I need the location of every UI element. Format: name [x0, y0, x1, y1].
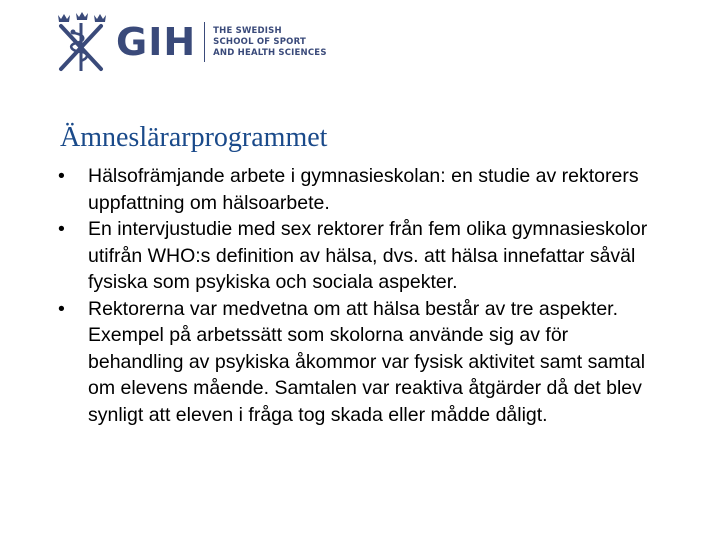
brand-subtitle-line: SCHOOL OF SPORT — [213, 36, 306, 47]
bullet-text: • Hälsofrämjande arbete i gymnasieskolan: en studie av rektorers uppfattning om hälsoarbete. — [88, 165, 639, 214]
bullet-item — [56, 216, 666, 296]
bullet-text: • En intervjustudie med sex rektorer från fem olika gymnasieskolor utifrån WHO:s definition av hälsa, dvs. att hälsa innefattar såväl fysiska som psykiska och sociala aspekter. — [88, 218, 648, 293]
brand-wordmark: GIH — [116, 20, 197, 64]
brand-subtitle — [213, 26, 327, 59]
brand-subtitle-line: THE SWEDISH — [213, 25, 282, 36]
bullet-item — [56, 296, 666, 429]
logo-divider — [204, 22, 205, 62]
bullet-item — [56, 163, 666, 216]
slide-title: Ämneslärarprogrammet — [60, 122, 328, 153]
bullet-text: • Rektorerna var medvetna om att hälsa består av tre aspekter. Exempel på arbetssätt som skolorna använde sig av för behandling av psykiska åkommor var fysisk aktivitet samt samtal om elevens mående. Samtalen var reaktiva åtgärder då det blev synligt att eleven i fråga tog skada eller mådde dåligt. — [88, 297, 646, 426]
brand-subtitle-line: AND HEALTH SCIENCES — [213, 47, 327, 58]
gih-logo — [52, 8, 327, 76]
gih-emblem-icon — [52, 11, 110, 73]
bullet-list — [56, 163, 666, 428]
